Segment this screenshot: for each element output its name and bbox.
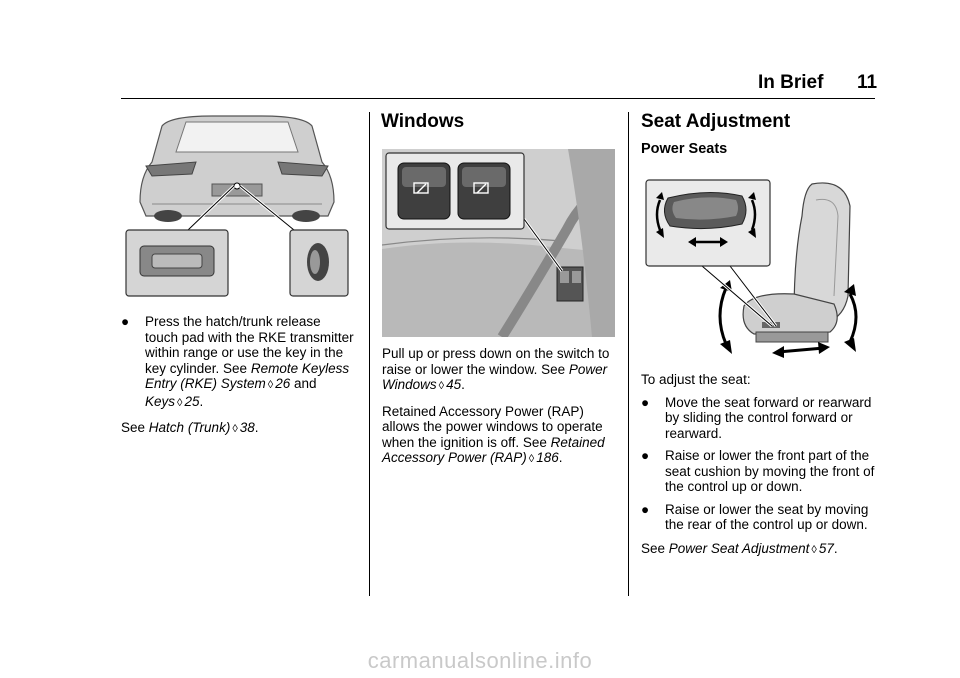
seat-intro: To adjust the seat: — [641, 372, 751, 387]
power-seat-illustration — [644, 176, 870, 364]
power-seat-link[interactable]: Power Seat Adjustment — [668, 540, 810, 556]
rke-link[interactable]: Remote Keyless Entry (RKE) System — [145, 360, 350, 391]
keys-page[interactable]: 25 — [184, 393, 200, 409]
page-ref-icon: ◊ — [232, 423, 238, 435]
windows-para-1: Pull up or press down on the switch to raise or lower the window. See Power Windows ◊ 45. — [382, 346, 610, 392]
section-title: In Brief — [758, 72, 824, 93]
and-text: and — [294, 376, 317, 391]
hatch-link[interactable]: Hatch (Trunk) — [148, 420, 231, 435]
window-switch-illustration — [382, 149, 615, 337]
seat-bullet-text: Move the seat forward or rearward by sliding the control forward or rearward. — [665, 394, 872, 441]
windows-para-1-text: Pull up or press down on the switch to raise or lower the window. See — [382, 346, 610, 377]
page-ref-icon: ◊ — [438, 380, 445, 392]
header-rule — [121, 98, 875, 99]
page-ref-icon: ◊ — [177, 396, 183, 409]
page-number: 11 — [857, 72, 878, 93]
trunk-see-line: See Hatch (Trunk) ◊ 38. — [121, 420, 259, 435]
windows-para-2: Retained Accessory Power (RAP) allows the power windows to operate when the ignition is off. See Retained Accessory Power (RAP) ◊ 186. — [382, 403, 605, 465]
column-divider-1 — [369, 112, 370, 596]
power-windows-link[interactable]: Power Windows — [382, 361, 608, 392]
page-ref-icon: ◊ — [811, 543, 817, 556]
seat-see-line: See Power Seat Adjustment ◊ 57. — [641, 540, 838, 556]
trunk-bullet-text: Press the hatch/trunk release touch pad with the RKE transmitter within range or use the key in the key cylinder. See — [145, 314, 354, 376]
rap-link[interactable]: Retained Accessory Power (RAP) — [382, 434, 605, 465]
page-ref-icon: ◊ — [528, 453, 535, 465]
seat-bullet — [641, 448, 877, 495]
trunk-bullet: ● Press the hatch/trunk release touch pad with the RKE transmitter within range or use the key in the key cylinder. See Remote Keyless Entry (RKE) System ◊ 26 and Keys ◊ 25. — [121, 314, 354, 409]
windows-para-2-text: Retained Accessory Power (RAP) allows the power windows to operate when the ignition is off. See — [382, 403, 603, 450]
windows-heading: Windows — [381, 111, 465, 132]
trunk-instructions — [121, 314, 357, 438]
bullet-marker: ● — [641, 501, 650, 517]
seat-text — [641, 372, 877, 558]
bullet-marker: ● — [641, 448, 650, 463]
seat-bullet — [641, 502, 877, 533]
power-windows-page[interactable]: 45 — [446, 377, 462, 392]
see-text: See — [121, 420, 146, 435]
windows-text — [382, 346, 618, 468]
keys-link[interactable]: Keys — [145, 393, 176, 409]
seat-adjustment-heading: Seat Adjustment — [641, 111, 791, 132]
trunk-release-illustration — [122, 112, 352, 300]
hatch-page[interactable]: 38 — [239, 420, 255, 435]
page-ref-icon: ◊ — [267, 379, 274, 391]
power-seat-page[interactable]: 57 — [818, 540, 834, 556]
seat-bullet — [641, 395, 877, 442]
seat-bullet-text: Raise or lower the front part of the seat cushion by moving the front of the control up or down. — [665, 448, 875, 494]
bullet-marker: ● — [641, 394, 650, 410]
bullet-marker: ● — [121, 314, 130, 329]
column-divider-2 — [628, 112, 629, 596]
see-text: See — [641, 540, 666, 556]
rap-page[interactable]: 186 — [536, 450, 559, 465]
rke-page[interactable]: 26 — [275, 376, 291, 391]
power-seats-subheading: Power Seats — [641, 141, 728, 157]
seat-bullet-text: Raise or lower the seat by moving the rear of the control up or down. — [665, 501, 869, 532]
watermark: carmanualsonline.info — [367, 648, 593, 673]
